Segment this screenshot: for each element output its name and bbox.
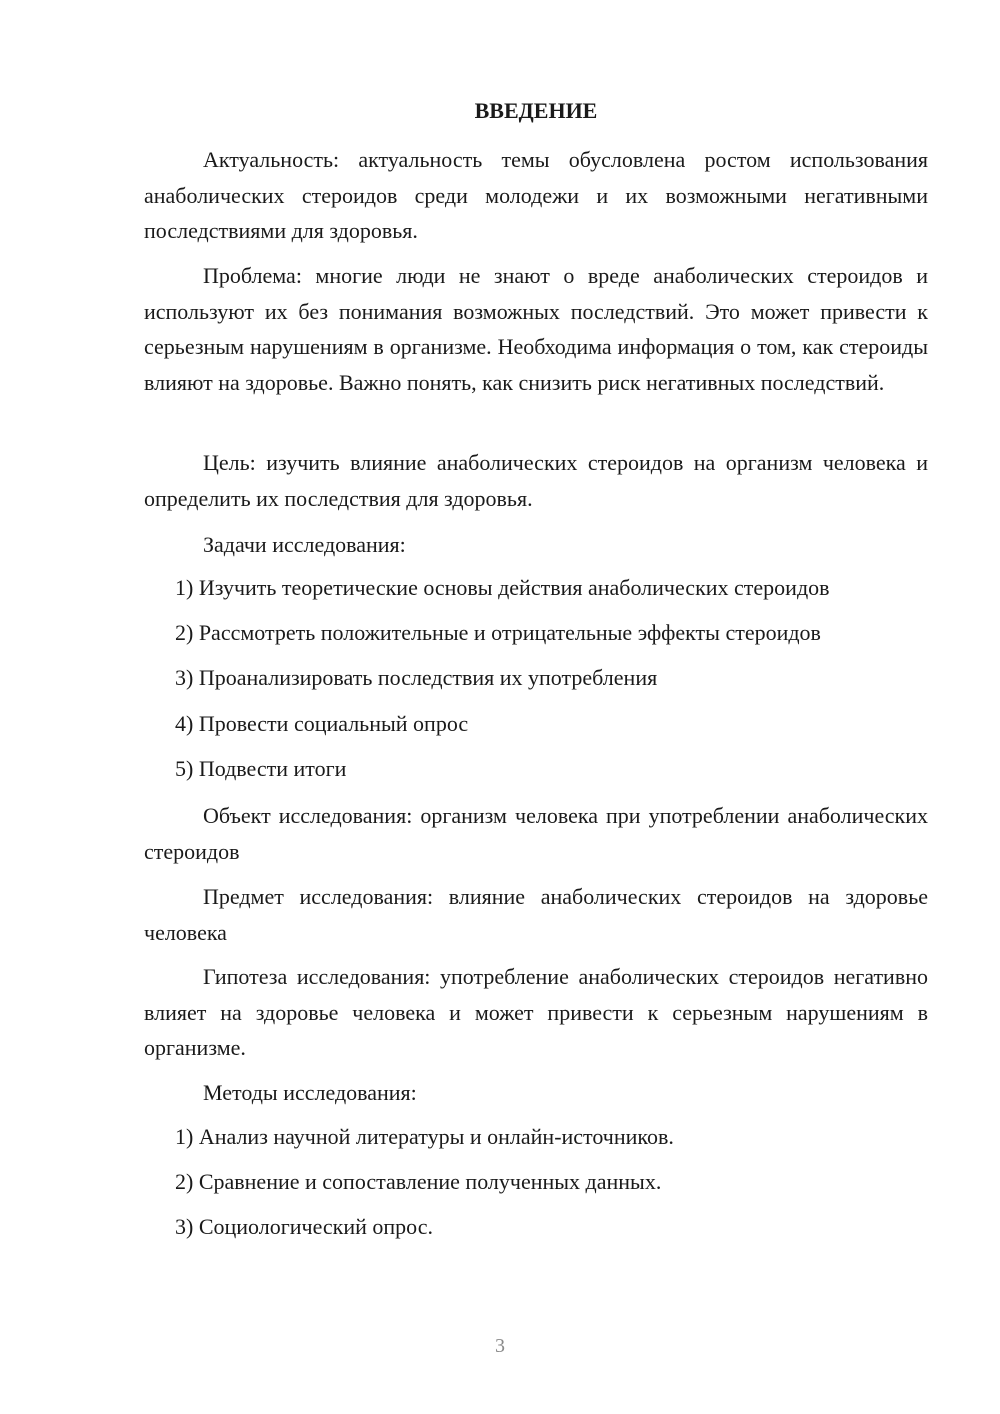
hypothesis-paragraph: Гипотеза исследования: употребление анаболических стероидов негативно влияет на здоровье человека и может привести к серьезным нарушениям в организме. [144,964,928,1060]
relevance-paragraph: Актуальность: актуальность темы обусловлена ростом использования анаболических стероидов среди молодежи и их возможными негативными последствиями для здоровья. [144,147,928,243]
method-item-3: 3) Социологический опрос. [175,1214,433,1239]
tasks-heading: Задачи исследования: [203,532,406,557]
subject-paragraph: Предмет исследования: влияние анаболических стероидов на здоровье человека [144,884,928,945]
object-paragraph: Объект исследования: организм человека при употреблении анаболических стероидов [144,803,928,864]
methods-heading: Методы исследования: [203,1080,417,1105]
task-item-2: 2) Рассмотреть положительные и отрицательные эффекты стероидов [175,620,821,645]
problem-paragraph: Проблема: многие люди не знают о вреде анаболических стероидов и используют их без понимания возможных последствий. Это может привести к серьезным нарушениям в организме. Необходима информация о том, как стероиды влияют на здоровье. Важно понять, как снизить риск негативных последствий. [144,263,928,395]
method-item-1: 1) Анализ научной литературы и онлайн-источников. [175,1124,674,1149]
method-item-2: 2) Сравнение и сопоставление полученных данных. [175,1169,662,1194]
page-number: 3 [495,1335,505,1357]
goal-paragraph: Цель: изучить влияние анаболических стероидов на организм человека и определить их последствия для здоровья. [144,450,928,511]
task-item-4: 4) Провести социальный опрос [175,711,469,736]
task-item-3: 3) Проанализировать последствия их употребления [175,665,658,690]
task-item-1: 1) Изучить теоретические основы действия анаболических стероидов [175,575,830,600]
section-title: ВВЕДЕНИЕ [474,98,598,123]
task-item-5: 5) Подвести итоги [175,756,347,781]
